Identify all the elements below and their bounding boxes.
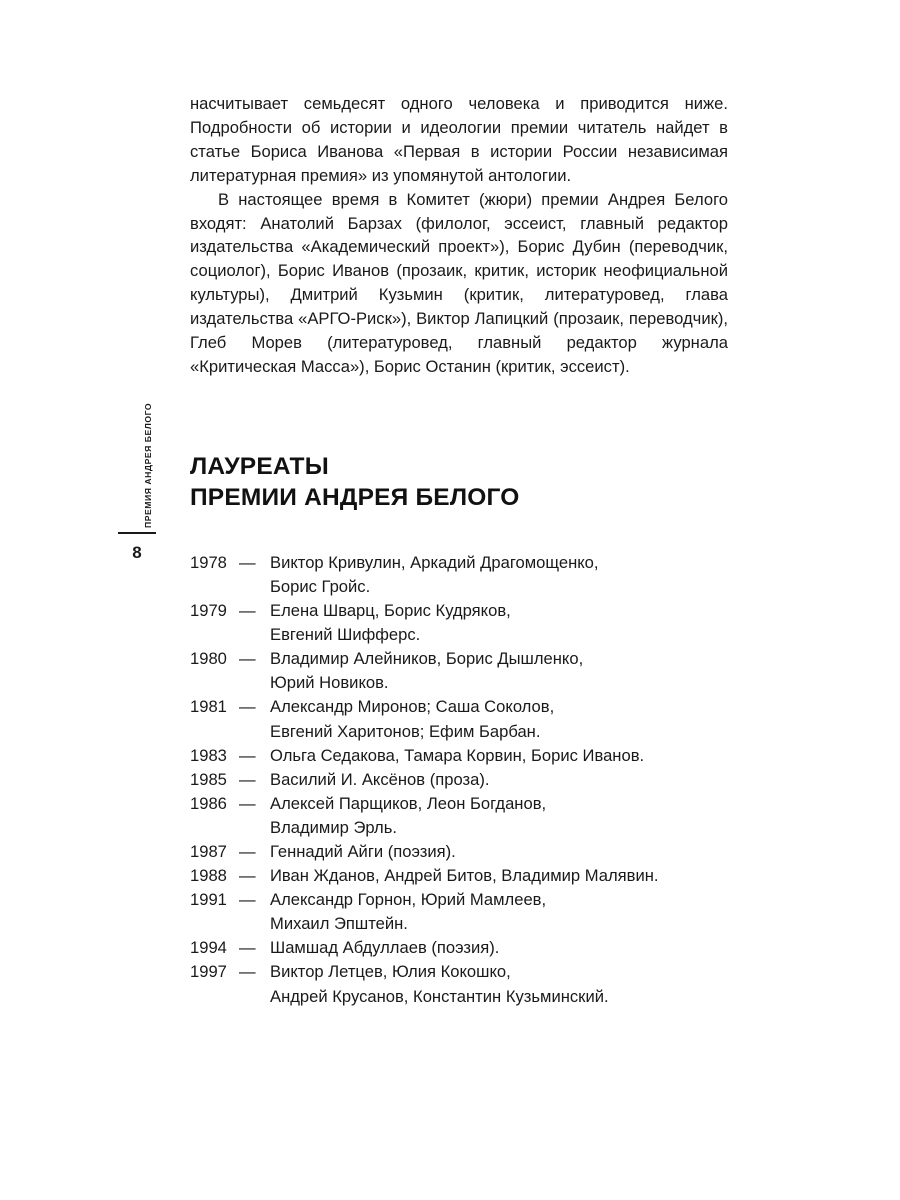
laureate-names: [270, 864, 728, 888]
laureate-names: [270, 840, 728, 864]
laureate-dash: —: [239, 866, 256, 886]
folio-rule: [118, 532, 156, 534]
laureate-row: [190, 599, 728, 647]
laureate-year: 1986: [190, 793, 227, 813]
laureate-names: [270, 695, 728, 743]
margin-rail: [110, 330, 170, 590]
laureate-name-line: Виктор Летцев, Юлия Кокошко,: [270, 962, 511, 982]
laureate-name-line: Геннадий Айги (поэзия).: [270, 842, 456, 861]
laureate-row: [190, 695, 728, 743]
laureate-name-line: Василий И. Аксёнов (проза).: [270, 769, 490, 789]
laureate-year: 1980: [190, 649, 227, 669]
laureate-dash: —: [239, 745, 256, 765]
laureate-year: 1987: [190, 842, 227, 861]
laureate-name-line: Елена Шварц, Борис Кудряков,: [270, 601, 511, 621]
body-paragraph: В настоящее время в Комитет (жюри) премии Андрея Белого входят: Анатолий Барзах (филолог, эссеист, главный редактор издательства «Академический проект»), Борис Дубин (переводчик, социолог), Борис Иванов (прозаик, критик, историк неофициальной культуры), Дмитрий Кузьмин (критик, литературовед, глава издательства «АРГО-Риск»), Виктор Лапицкий (прозаик, переводчик), Глеб Морев (литературовед, главный редактор журнала «Критическая Масса»), Борис Останин (критик, эссеист).: [190, 189, 728, 376]
laureate-dash: —: [239, 938, 256, 958]
laureate-names: [270, 888, 728, 936]
laureate-names: [270, 792, 728, 840]
laureate-year: 1997: [190, 962, 227, 982]
laureate-name-line: Александр Миронов; Саша Соколов,: [270, 697, 555, 717]
laureate-names: [270, 599, 728, 647]
laureate-dash: —: [239, 842, 256, 861]
running-head-vertical: ПРЕМИЯ АНДРЕЯ БЕЛОГО: [143, 402, 153, 528]
laureate-year: 1978: [190, 552, 227, 572]
laureate-name-line: Владимир Эрль.: [270, 817, 397, 837]
laureate-dash: —: [239, 649, 256, 669]
body-paragraph: насчитывает семьдесят одного человека и приводится ниже. Подробности об истории и идеологии премии читатель найдет в статье Бориса Иванова «Первая в истории России независимая литературная премия» из упомянутой антологии.: [190, 94, 728, 185]
laureate-name-line: Борис Гройс.: [270, 576, 371, 596]
laureate-name-line: Андрей Крусанов, Константин Кузьминский.: [270, 986, 609, 1006]
laureate-name-line: Шамшад Абдуллаев (поэзия).: [270, 938, 500, 958]
body-paragraphs: [190, 92, 728, 379]
laureate-year: 1985: [190, 769, 227, 789]
laureate-year: 1983: [190, 745, 227, 765]
laureate-dash: —: [239, 769, 256, 789]
laureate-name-line: Владимир Алейников, Борис Дышленко,: [270, 649, 584, 669]
laureate-names: [270, 551, 728, 599]
laureate-dash: —: [239, 793, 256, 813]
laureate-row: [190, 888, 728, 936]
laureate-year: 1988: [190, 866, 227, 886]
laureate-year: 1979: [190, 601, 227, 621]
laureate-row: [190, 647, 728, 695]
laureate-row: [190, 960, 728, 1008]
laureate-names: [270, 936, 728, 960]
laureate-names: [270, 744, 728, 768]
laureate-name-line: Алексей Парщиков, Леон Богданов,: [270, 793, 547, 813]
laureate-row: [190, 551, 728, 599]
laureate-row: [190, 840, 728, 864]
laureate-names: [270, 960, 728, 1008]
laureate-row: [190, 936, 728, 960]
laureate-row: [190, 768, 728, 792]
laureate-year: 1994: [190, 938, 227, 958]
laureate-dash: —: [239, 601, 256, 621]
laureate-dash: —: [239, 552, 256, 572]
laureates-list: [190, 513, 728, 1009]
laureate-name-line: Евгений Шифферс.: [270, 625, 421, 645]
laureate-row: [190, 744, 728, 768]
page-title-line-2: ПРЕМИИ АНДРЕЯ БЕЛОГО: [190, 483, 520, 511]
laureate-year: 1981: [190, 697, 227, 717]
laureate-name-line: Евгений Харитонов; Ефим Барбан.: [270, 721, 541, 741]
laureate-name-line: Иван Жданов, Андрей Битов, Владимир Малявин.: [270, 866, 659, 886]
laureate-dash: —: [239, 890, 256, 910]
laureate-name-line: Виктор Кривулин, Аркадий Драгомощенко,: [270, 552, 599, 572]
page-title-line-1: ЛАУРЕАТЫ: [190, 452, 329, 480]
laureate-row: [190, 864, 728, 888]
laureate-names: [270, 647, 728, 695]
laureate-names: [270, 768, 728, 792]
laureate-dash: —: [239, 962, 256, 982]
page-title: [190, 379, 728, 513]
laureate-year: 1991: [190, 890, 227, 910]
laureate-name-line: Юрий Новиков.: [270, 673, 389, 693]
text-column: [190, 92, 728, 1009]
page-number: 8: [132, 543, 142, 562]
laureate-dash: —: [239, 697, 256, 717]
laureate-name-line: Михаил Эпштейн.: [270, 914, 408, 934]
laureate-row: [190, 792, 728, 840]
laureate-name-line: Ольга Седакова, Тамара Корвин, Борис Иванов.: [270, 745, 645, 765]
laureate-name-line: Александр Горнон, Юрий Мамлеев,: [270, 890, 547, 910]
